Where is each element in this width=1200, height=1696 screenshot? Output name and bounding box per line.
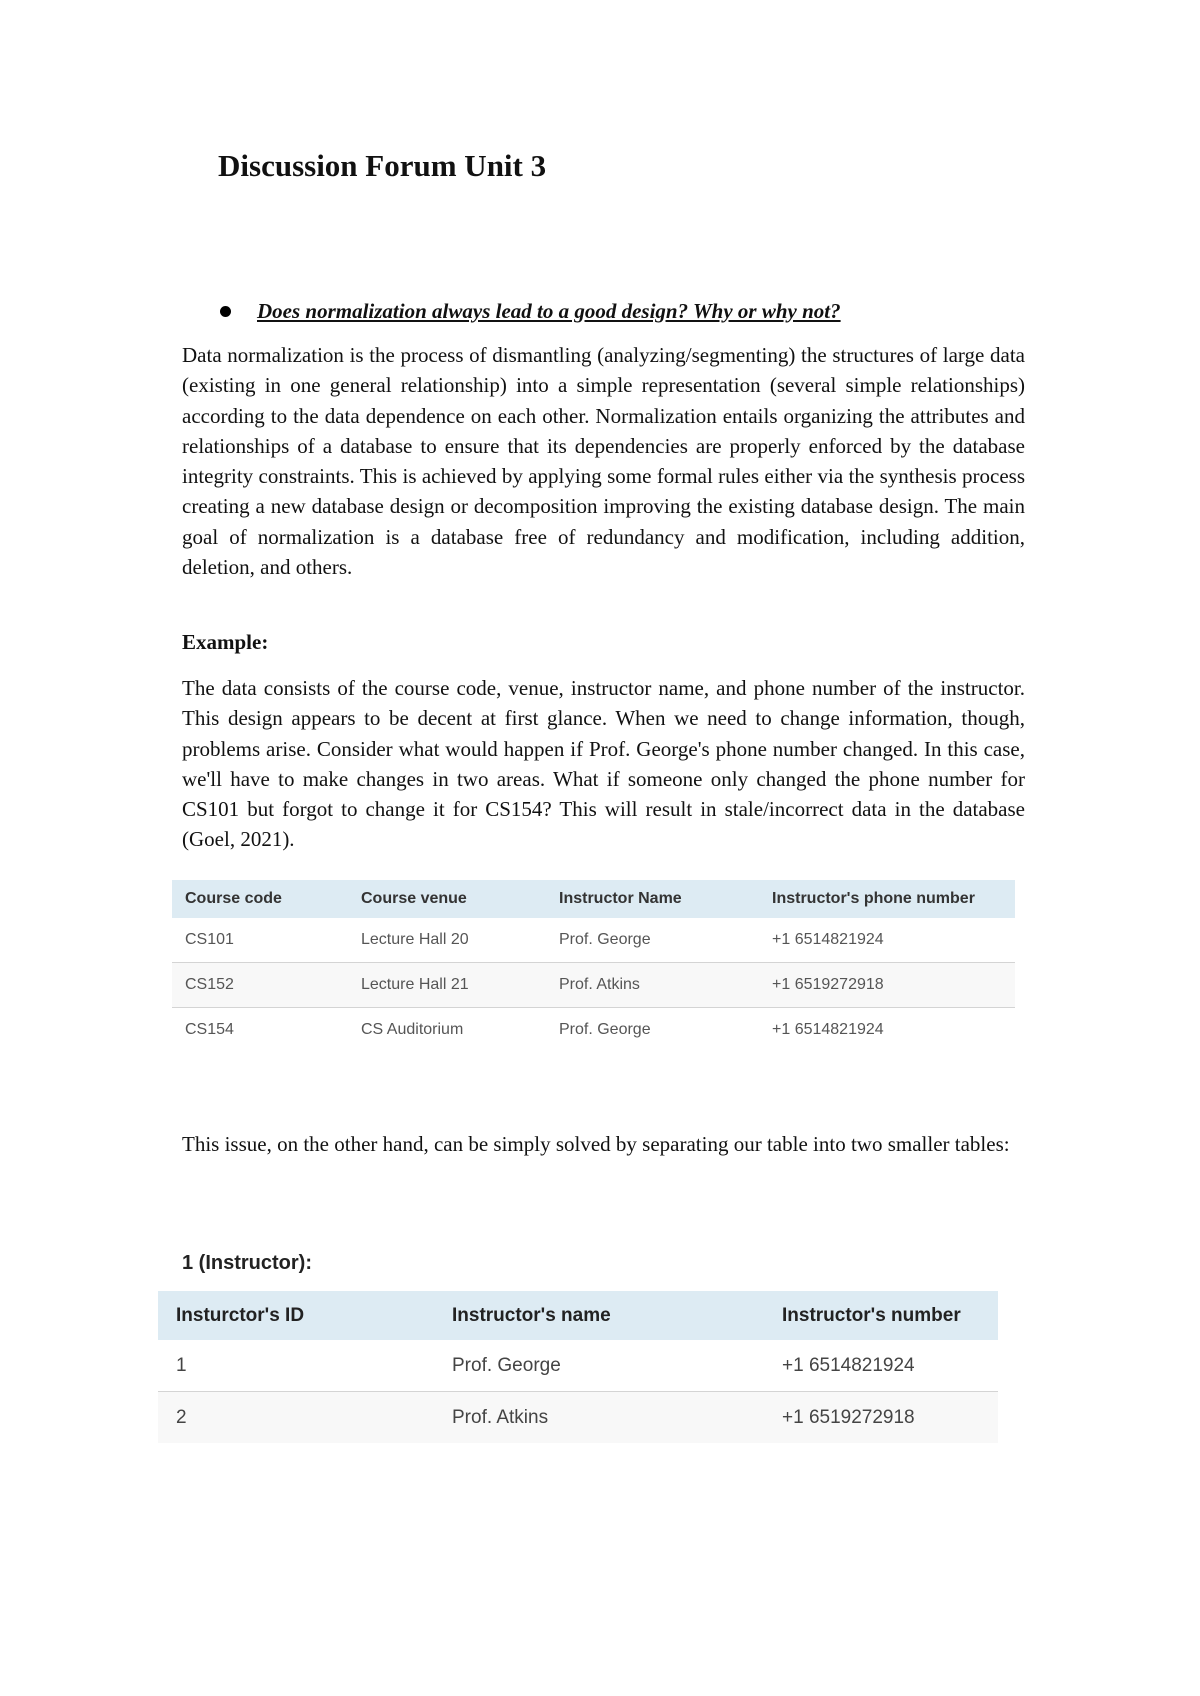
course-table [172, 880, 1015, 1052]
instructor-name-cell: Prof. George [434, 1340, 764, 1392]
instructor-name-cell: Prof. Atkins [546, 963, 759, 1008]
course-code-cell: CS154 [185, 1021, 234, 1038]
instructor-name-cell: Prof. George [559, 1021, 651, 1038]
table-row [172, 918, 1015, 963]
instructor-phone-cell: +1 6519272918 [759, 963, 1015, 1008]
solution-paragraph: This issue, on the other hand, can be simply solved by separating our table into two smaller tables: [182, 1132, 1010, 1156]
header-course-venue: Course venue [348, 880, 546, 918]
header-instructor-number: Instructor's number [764, 1291, 998, 1340]
course-venue-cell: Lecture Hall 21 [348, 963, 546, 1008]
instructor-table [158, 1291, 998, 1443]
header-instructor-name: Instructor Name [546, 880, 759, 918]
question-bullet [218, 294, 978, 328]
table-row [158, 1392, 998, 1444]
instructor-table-header-row [158, 1291, 998, 1340]
header-instructor-id: Insturctor's ID [158, 1291, 434, 1340]
course-table-header-row [172, 880, 1015, 918]
header-instructor-phone: Instructor's phone number [759, 880, 1015, 918]
instructor-phone-cell: +1 6514821924 [759, 918, 1015, 963]
instructor-name-cell: Prof. George [546, 918, 759, 963]
instructor-id-cell: 1 [158, 1340, 434, 1392]
course-venue-cell: CS Auditorium [361, 1021, 464, 1038]
example-paragraph: The data consists of the course code, venue, instructor name, and phone number of the instructor. This design appears to be decent at first glance. When we need to change information, though, problems arise. Consider what would happen if Prof. George's phone number changed. In this case, we'll have to make changes in two areas. What if someone only changed the phone number for CS101 but forgot to change it for CS154? This will result in stale/incorrect data in the database (Goel, 2021). [182, 676, 1025, 852]
table-row [172, 1008, 1015, 1053]
instructor-phone-cell: +1 6514821924 [772, 1021, 884, 1038]
course-venue-cell: Lecture Hall 20 [348, 918, 546, 963]
table-row [172, 963, 1015, 1008]
course-code-cell: CS152 [172, 963, 348, 1008]
intro-paragraph: Data normalization is the process of dismantling (analyzing/segmenting) the structures of large data (existing in one general relationship) into a simple representation (several simple relationships) according to the data dependence on each other. Normalization entails organizing the attributes and relationships of a database to ensure that its dependencies are properly enforced by the database integrity constraints. This is achieved by applying some formal rules either via the synthesis process creating a new database design or decomposition improving the existing database design. The main goal of normalization is a database free of redundancy and modification, including addition, deletion, and others. [182, 343, 1025, 580]
instructor-number-cell: +1 6519272918 [764, 1392, 998, 1444]
question-text: Does normalization always lead to a good design? Why or why not? [257, 298, 841, 323]
example-label: Example: [182, 630, 269, 654]
instructor-table-heading: 1 (Instructor): [182, 1252, 312, 1274]
page-title: Discussion Forum Unit 3 [218, 148, 547, 183]
table-row [158, 1340, 998, 1392]
instructor-number-cell: +1 6514821924 [764, 1340, 998, 1392]
course-code-cell: CS101 [172, 918, 348, 963]
header-instructor-name: Instructor's name [434, 1291, 764, 1340]
instructor-id-cell: 2 [158, 1392, 434, 1444]
instructor-name-cell: Prof. Atkins [434, 1392, 764, 1444]
bullet-icon [220, 306, 231, 317]
header-course-code: Course code [172, 880, 348, 918]
